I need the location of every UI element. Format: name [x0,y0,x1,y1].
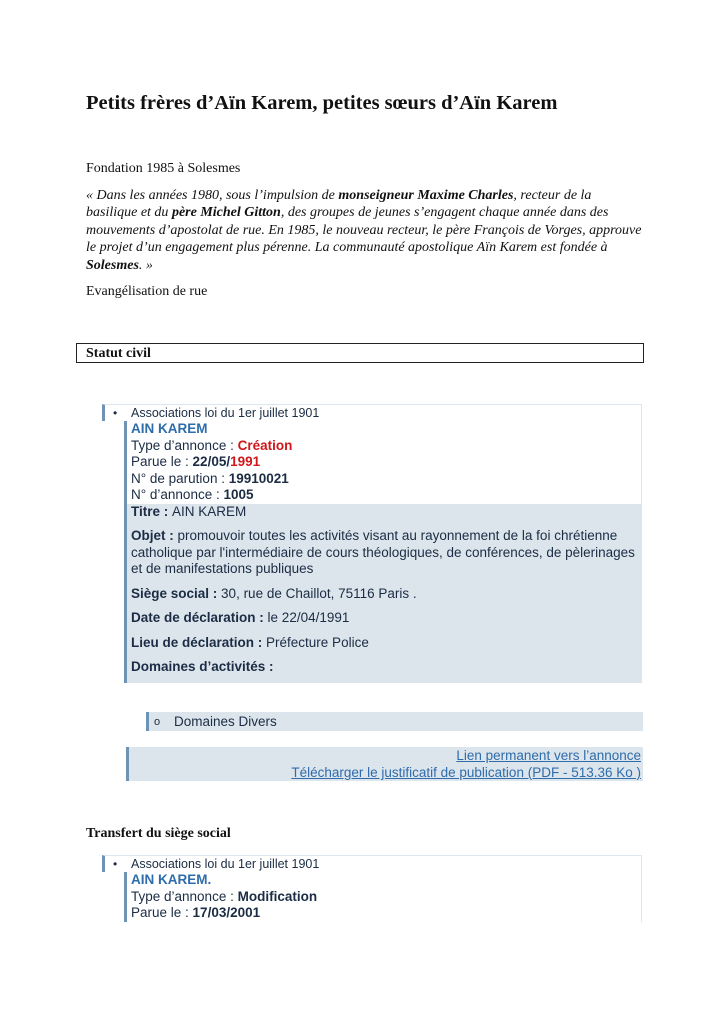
objet-row [131,528,637,578]
lieu-declaration-value: Préfecture Police [266,634,369,650]
parution-value: 19910021 [228,470,289,486]
annonce-number-row [131,487,641,504]
type-label: Type d’annonce : [131,888,238,904]
type-value: Création [237,437,293,453]
publication-date-row [131,905,641,922]
annonce-label: N° d’annonce : [131,487,224,502]
siege-row [131,586,637,603]
type-label: Type d’annonce : [131,437,238,453]
circle-bullet-icon: o [154,716,161,728]
activity-line: Evangélisation de rue [86,284,208,299]
announcement-category: Associations loi du 1er juillet 1901 [131,406,320,420]
published-date: 17/03/2001 [192,905,261,920]
quote-text-1: « Dans les années 1980, sous l’impulsion de [86,187,339,203]
quote-place: Solesmes [86,257,139,273]
parution-number-row [131,471,641,488]
association-name: AIN KAREM [131,421,208,436]
bullet-icon: • [113,857,118,871]
announcement-header [102,855,642,872]
quote-name-1: monseigneur Maxime Charles [338,187,514,203]
published-label: Parue le : [131,454,193,469]
announcement-content [127,504,641,683]
lieu-declaration-row [131,635,637,652]
titre-value: AIN KAREM [172,503,247,519]
announcement-type-row [131,889,641,906]
announcement-card-2 [102,855,642,922]
quote-name-2: père Michel Gitton [171,205,281,220]
section-heading-statut-civil: Statut civil [76,343,644,363]
intro-section [86,160,646,310]
lieu-declaration-label: Lieu de déclaration : [131,634,267,650]
published-label: Parue le : [131,905,193,920]
parution-label: N° de parution : [131,470,229,486]
annonce-value: 1005 [223,487,254,502]
type-value: Modification [237,888,318,904]
date-declaration-row [131,610,637,627]
siege-label: Siège social : [131,585,222,601]
date-declaration-label: Date de déclaration : [131,610,268,625]
announcement-details [127,421,641,504]
announcement-card-1 [102,404,642,683]
objet-value: promouvoir toutes les activités visant au rayonnement de la foi chrétienne catholique par l'intermédiaire de cours théologiques, de conférences, de pèlerinages et de manifestations publiques [131,528,635,576]
permanent-link[interactable]: Lien permanent vers l’annonce [456,748,641,763]
publication-date-row [131,454,641,471]
announcement-type-row [131,438,641,455]
quote-text-3: , des groupes de jeunes s’engagent chaque année dans des mouvements d’apostolat de rue. En 1985, le nouveau recteur, le père François de Vorges, approuve le projet d’un engagement plus pérenne. La communauté apostolique Aïn Karem est fondée à [86,205,642,255]
announcement-links [126,747,643,781]
announcement-category: Associations loi du 1er juillet 1901 [131,857,320,871]
siege-value: 30, rue de Chaillot, 75116 Paris . [221,585,417,601]
quote-text-4: . » [138,257,153,273]
published-date: 22/05/ [192,454,231,469]
domain-item-label: Domaines Divers [174,714,277,729]
date-declaration-value: le 22/04/1991 [267,610,350,625]
document-title: Petits frères d’Aïn Karem, petites sœurs d’Aïn Karem [86,92,558,114]
titre-row [131,504,637,521]
bullet-icon: • [113,406,118,420]
announcement-body [124,421,642,683]
announcement-body [124,872,642,922]
domain-list-item [146,712,643,731]
association-name: AIN KAREM. [131,872,212,887]
objet-label: Objet : [131,528,178,543]
domaines-row [131,659,637,676]
section-heading-transfert: Transfert du siège social [86,826,231,841]
quote-text-2: , recteur de la basilique et du [86,187,592,220]
announcement-header [102,404,642,421]
published-year: 1991 [230,454,261,469]
announcement-details [127,872,641,922]
foundation-quote [86,187,646,275]
download-justificatif-link[interactable]: Télécharger le justificatif de publication (PDF - 513.36 Ko ) [291,765,641,780]
domaines-label: Domaines d’activités : [131,659,274,674]
titre-label: Titre : [131,503,173,519]
foundation-line: Fondation 1985 à Solesmes [86,161,241,176]
